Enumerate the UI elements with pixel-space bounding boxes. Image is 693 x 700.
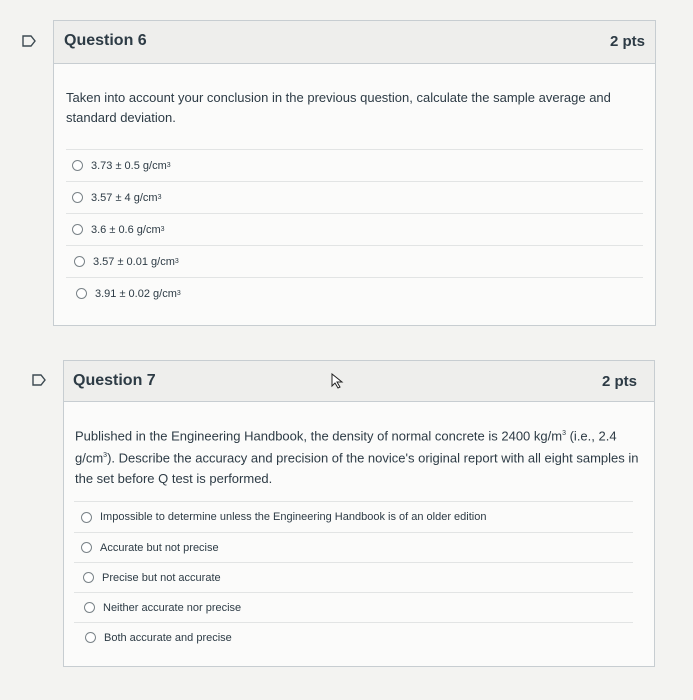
answer-label: Precise but not accurate	[102, 571, 221, 584]
answer-value: 3.91 ± 0.02	[95, 287, 150, 300]
question-7-text-part-3: ). Describe the accuracy and precision of the novice's original report with all eight samples in the set before Q test is performed.	[75, 450, 639, 486]
question-7-card	[63, 360, 655, 667]
question-7-header	[64, 361, 654, 402]
question-7-title: Question 7	[73, 372, 156, 389]
answer-unit: g/cm	[133, 191, 158, 204]
answer-unit: g/cm	[151, 255, 175, 268]
answer-unit-exponent: 3	[157, 194, 162, 201]
radio-button[interactable]	[76, 288, 87, 299]
question-7-exponent-1: 3	[562, 430, 566, 437]
question-6-header	[54, 21, 655, 64]
question-6-text: Taken into account your conclusion in the previous question, calculate the sample average and standard deviation.	[66, 90, 611, 125]
radio-button[interactable]	[81, 542, 92, 553]
answer-unit-exponent: 3	[160, 226, 165, 233]
answer-option[interactable]	[66, 213, 643, 245]
answer-unit: g/cm	[136, 223, 161, 236]
answer-unit: g/cm	[153, 287, 177, 300]
answer-option[interactable]	[66, 181, 643, 213]
answer-option[interactable]	[74, 622, 633, 652]
radio-button[interactable]	[74, 256, 85, 267]
question-7-text	[75, 424, 645, 489]
answer-label: Accurate but not precise	[100, 541, 219, 554]
answer-unit-exponent: 3	[166, 162, 171, 169]
radio-button[interactable]	[83, 572, 94, 583]
answer-option[interactable]	[74, 501, 633, 532]
answer-label: Both accurate and precise	[104, 631, 232, 644]
answer-unit-exponent: 3	[174, 258, 179, 265]
question-7-exponent-2: 3	[103, 452, 108, 460]
radio-button[interactable]	[72, 160, 83, 171]
answer-option[interactable]	[66, 277, 643, 309]
question-7-text-part-2: (i.e., 2.4 g/cm	[75, 428, 617, 466]
answer-option[interactable]	[74, 562, 633, 592]
answer-value: 3.57 ± 0.01	[93, 255, 148, 268]
answer-option[interactable]	[66, 245, 643, 277]
radio-button[interactable]	[72, 224, 83, 235]
flag-question-icon[interactable]	[22, 35, 36, 47]
answer-unit-exponent: 3	[176, 290, 181, 297]
answer-value: 3.57 ± 4	[91, 191, 131, 204]
answer-value: 3.73 ± 0.5	[91, 159, 140, 172]
flag-question-icon[interactable]	[32, 374, 46, 386]
question-6-title: Question 6	[64, 32, 147, 49]
radio-button[interactable]	[85, 632, 96, 643]
question-6-points: 2 pts	[609, 33, 645, 50]
radio-button[interactable]	[84, 602, 95, 613]
answer-option[interactable]	[74, 532, 633, 562]
answer-label: Impossible to determine unless the Engineering Handbook is of an older edition	[100, 511, 487, 523]
answer-unit: g/cm	[142, 159, 167, 172]
answer-label: Neither accurate nor precise	[103, 601, 242, 614]
radio-button[interactable]	[72, 192, 83, 203]
answer-option[interactable]	[66, 149, 643, 181]
question-7-text-part-1: Published in the Engineering Handbook, the density of normal concrete is 2400 kg/m	[75, 428, 563, 444]
answer-value: 3.6 ± 0.6	[91, 223, 134, 236]
question-7-points: 2 pts	[601, 373, 637, 390]
mouse-cursor-icon	[331, 373, 345, 389]
question-6-card	[53, 20, 656, 326]
answer-option[interactable]	[74, 592, 633, 622]
radio-button[interactable]	[81, 512, 92, 523]
